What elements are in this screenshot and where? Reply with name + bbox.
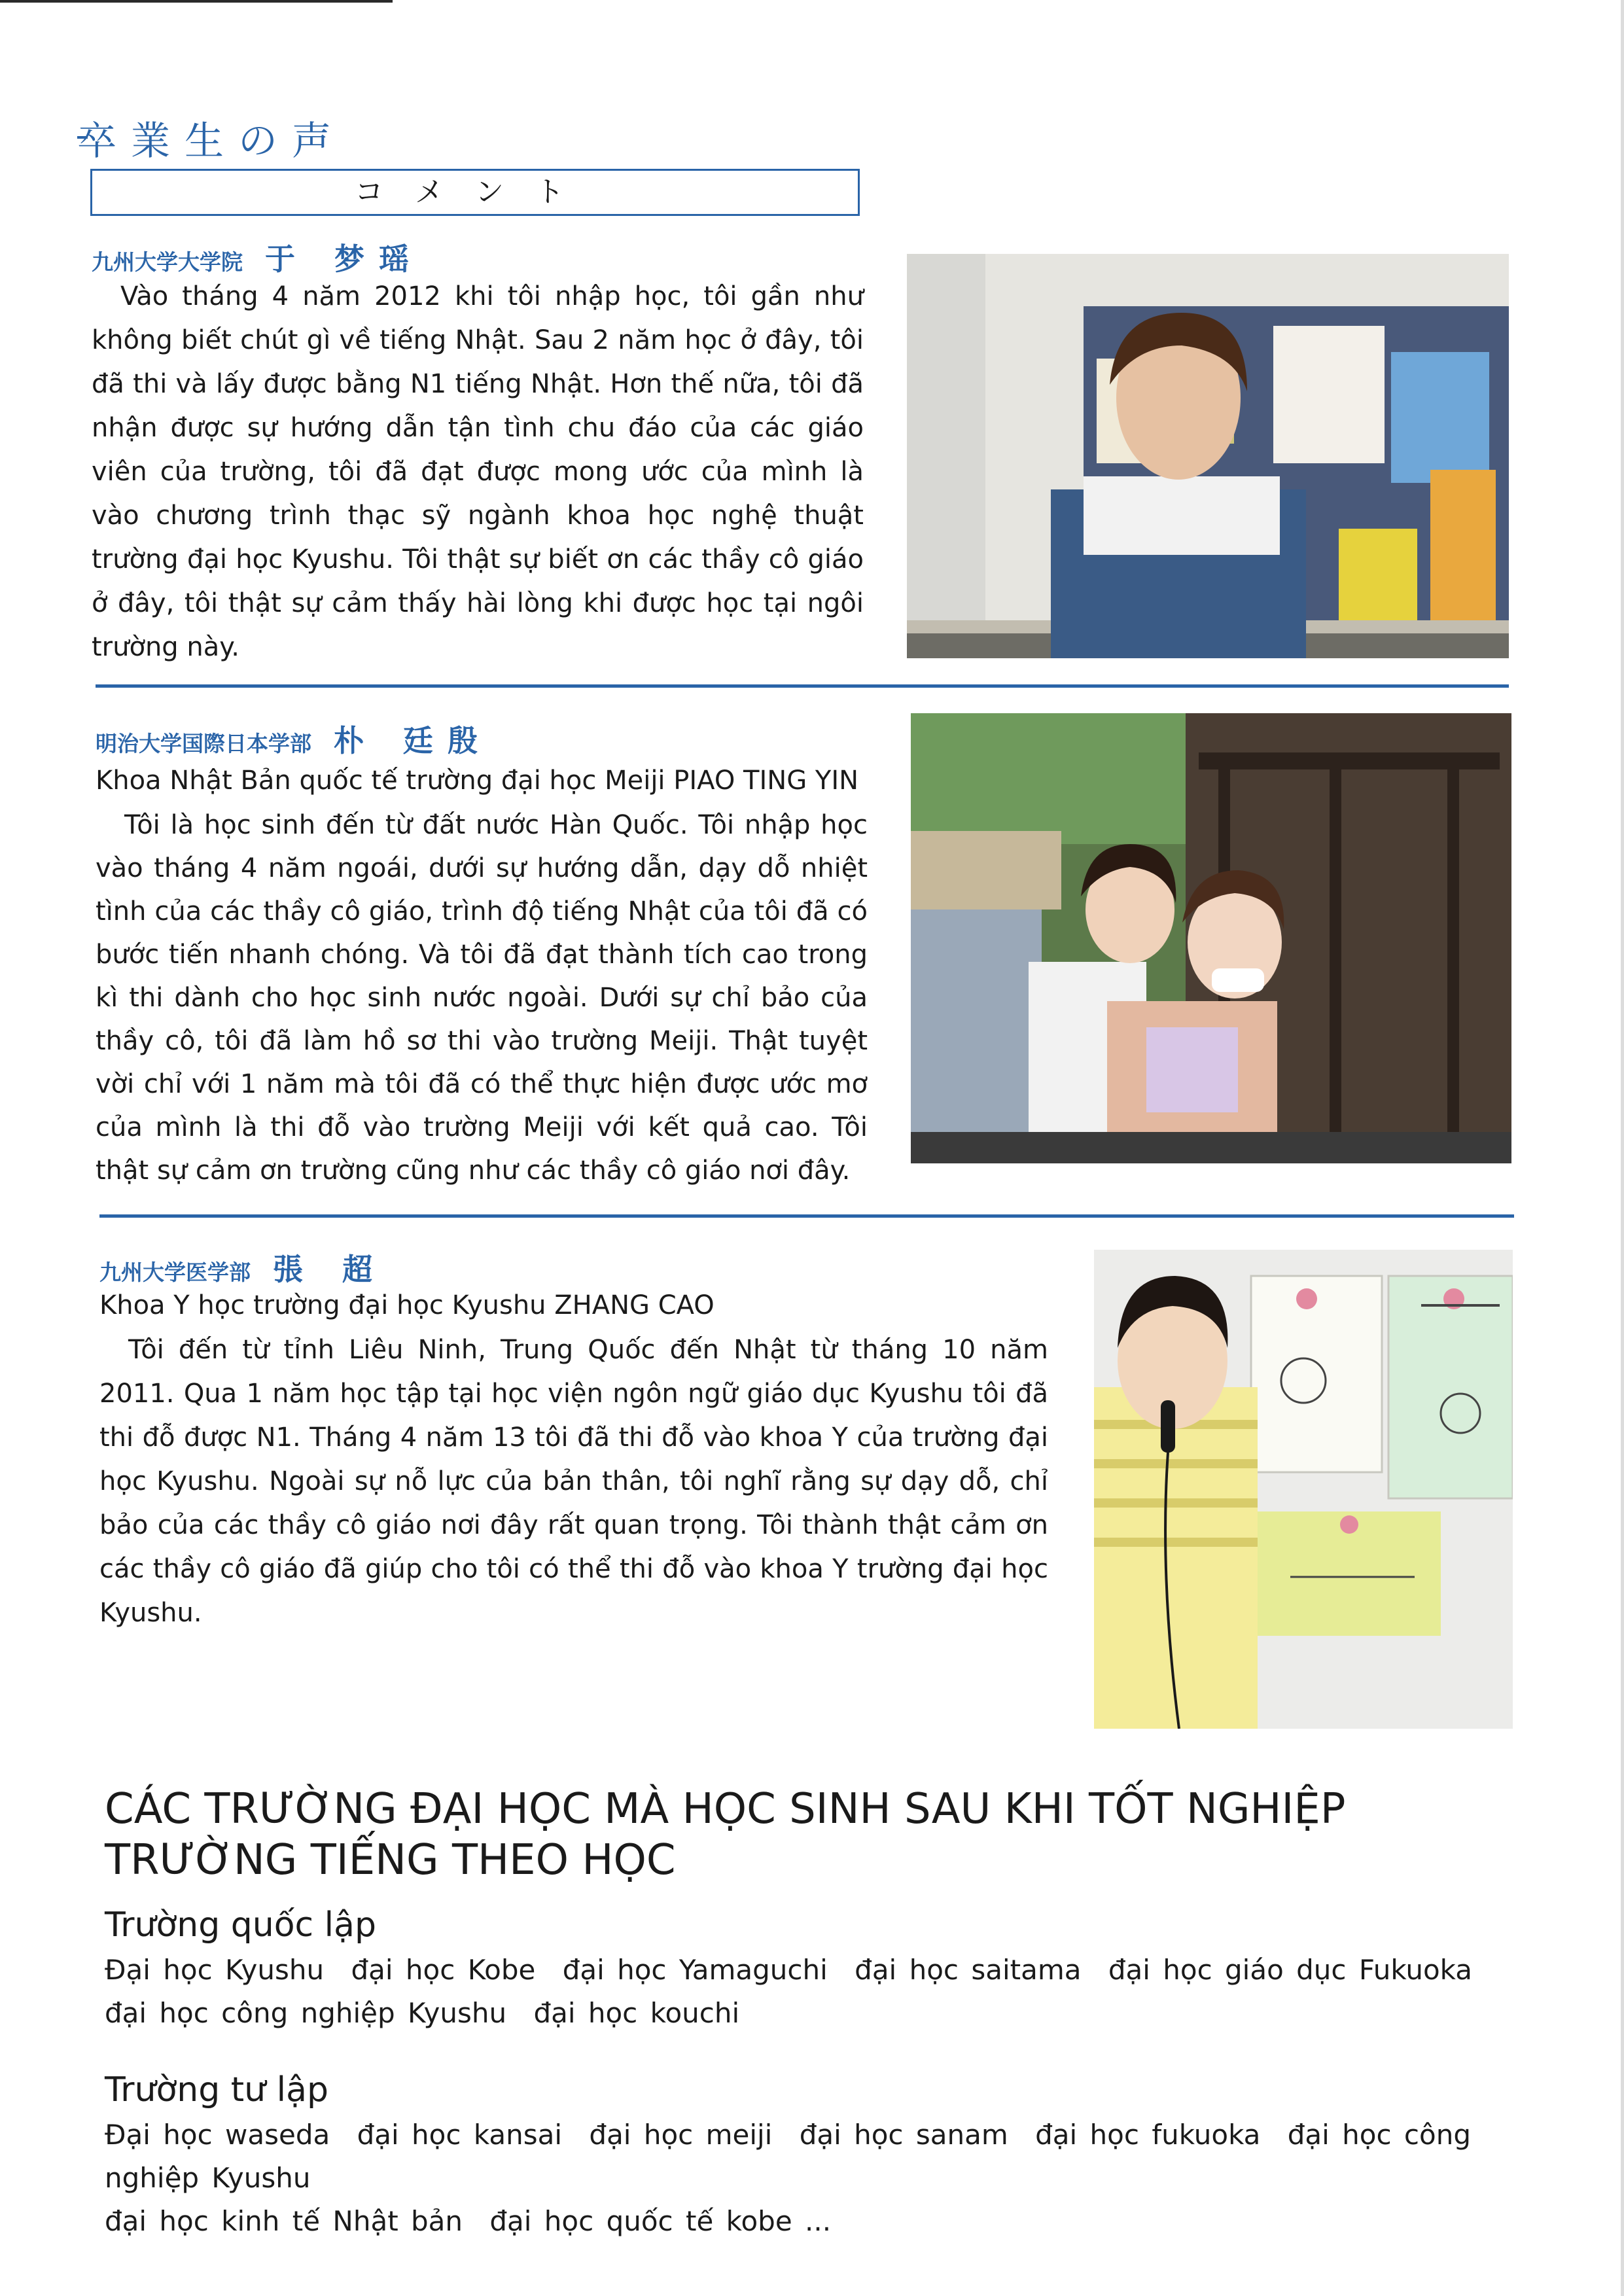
university-item: đại học giáo dục Fukuoka [1108,1954,1473,1986]
entry-heading [96,717,492,760]
student-name-jp: 朴 廷殷 [334,723,493,758]
university-item: đại học quốc tế kobe ... [489,2205,832,2237]
entry-heading [99,1246,387,1289]
photo-student-presentation [1094,1250,1513,1729]
university-item: đại học kinh tế Nhật bản [105,2205,463,2237]
university-item: đại học meiji [589,2119,773,2151]
comment-label-box: コメント [90,169,860,216]
divider [99,1214,1514,1218]
student-photo [1094,1250,1513,1729]
school-name-jp: 九州大学大学院 [92,249,243,275]
students-photo [911,713,1511,1163]
testimonial-text: Tôi là học sinh đến từ đất nước Hàn Quốc. Tôi nhập học vào tháng 4 năm ngoái, dưới sự hướng dẫn, dạy dỗ nhiệt tình của các thầy cô giáo, trình độ tiếng Nhật của tôi đã có bước tiến nhanh chóng. Và tôi đã đạt thành tích cao trong kì thi dành cho học sinh nước ngoài. Dưới sự chỉ bảo của thầy cô, tôi đã làm hồ sơ thi vào trường Meiji. Thật tuyệt vời chỉ với 1 năm mà tôi đã có thể thực hiện được ước mơ của mình là thi đỗ vào trường Meiji với kết quả cao. Tôi thật sự cảm ơn trường cũng như các thầy cô giáo nơi đây. [96,810,868,1186]
university-item: đại học công nghiệp Kyushu [105,1997,507,2029]
page-title: 卒業生の声 [77,118,345,164]
testimonial-text: Vào tháng 4 năm 2012 khi tôi nhập học, tôi gần như không biết chút gì về tiếng Nhật. Sau 2 năm học ở đây, tôi đã thi và lấy được bằng N1 tiếng Nhật. Hơn thế nữa, tôi đã nhận được sự hướng dẫn tận tình chu đáo của các giáo viên của trường, tôi đã đạt được mong ước của mình là vào chương trình thạc sỹ ngành khoa học nghệ thuật trường đại học Kyushu. Tôi thật sự biết ơn các thầy cô giáo ở đây, tôi thật sự cảm thấy hài lòng khi được học tại ngôi trường này. [92,281,864,662]
student-name-jp: 張 超 [273,1252,387,1287]
university-item: đại học công nghiệp Kyushu [105,2119,1471,2194]
university-item: Đại học Kyushu [105,1954,325,1986]
school-name-jp: 九州大学医学部 [99,1260,251,1285]
photo-students-outdoor [911,713,1511,1163]
photo-student-classroom [907,254,1509,658]
university-item: đại học Kobe [351,1954,536,1986]
university-item: đại học Yamaguchi [562,1954,828,1986]
national-universities-label: Trường quốc lập [105,1905,376,1945]
national-universities-list [105,1949,1544,2035]
divider [96,684,1509,688]
university-item: đại học kouchi [533,1997,740,2029]
entry-heading [92,236,423,279]
university-item: đại học saitama [855,1954,1082,1986]
private-universities-list [105,2113,1544,2243]
student-photo [907,254,1509,658]
entry-subtitle: Khoa Nhật Bản quốc tế trường đại học Meiji PIAO TING YIN [96,766,859,796]
school-name-jp: 明治大学国際日本学部 [96,731,311,756]
scan-edge [0,0,393,3]
private-universities-label: Trường tư lập [105,2070,328,2110]
universities-heading: CÁC TRƯỜNG ĐẠI HỌC MÀ HỌC SINH SAU KHI TỐT NGHIỆP TRƯỜNG TIẾNG THEO HỌC [105,1785,1346,1884]
testimonial-text: Tôi đến từ tỉnh Liêu Ninh, Trung Quốc đến Nhật từ tháng 10 năm 2011. Qua 1 năm học tập tại học viện ngôn ngữ giáo dục Kyushu tôi đã thi đỗ được N1. Tháng 4 năm 13 tôi đã thi đỗ vào khoa Y của trường đại học Kyushu. Ngoài sự nỗ lực của bản thân, tôi nghĩ rằng sự dạy dỗ, chỉ bảo của các thầy cô giáo nơi đây rất quan trọng. Tôi thành thật cảm ơn các thầy cô giáo đã giúp cho tôi có thể thi đỗ vào khoa Y trường đại học Kyushu. [99,1335,1048,1628]
university-item: Đại học waseda [105,2119,330,2151]
student-name-jp: 于 梦瑶 [265,241,424,277]
university-item: đại học sanam [799,2119,1008,2151]
university-item: đại học fukuoka [1035,2119,1261,2151]
scan-edge [1621,0,1624,2296]
university-item: đại học kansai [357,2119,563,2151]
entry-subtitle: Khoa Y học trường đại học Kyushu ZHANG CAO [99,1290,715,1320]
